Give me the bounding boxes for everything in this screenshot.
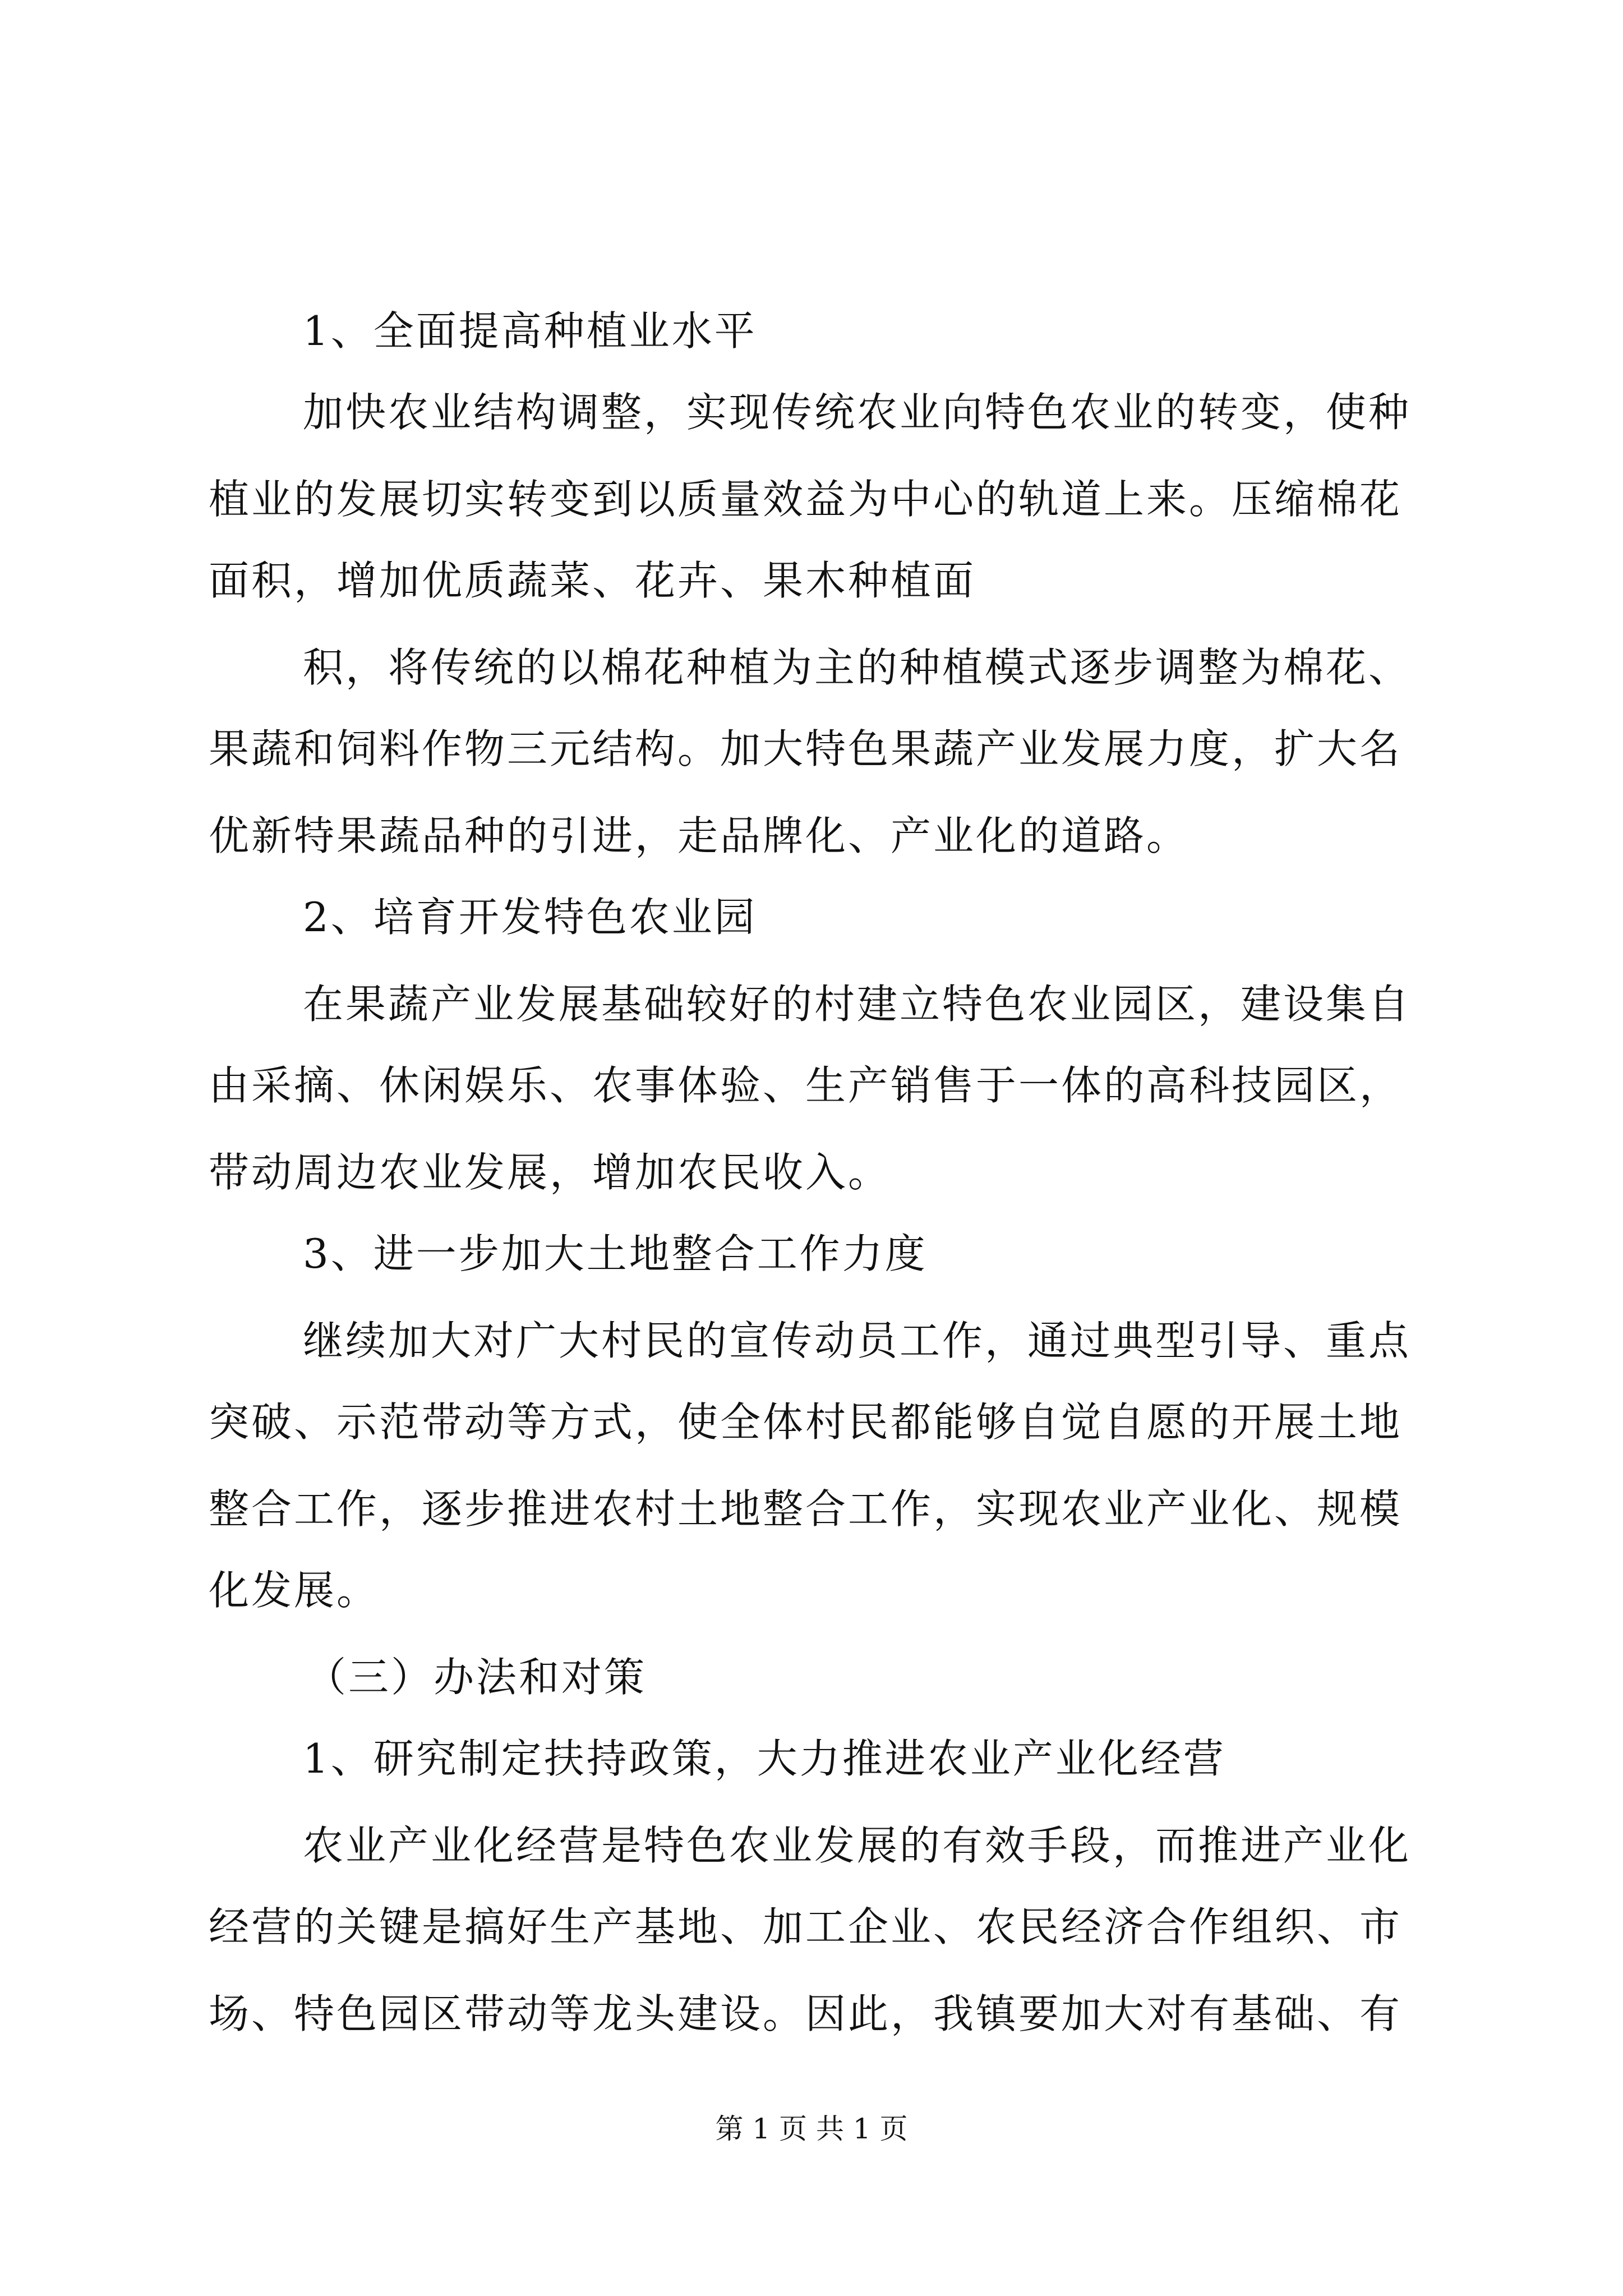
- paragraph-line: 农业产业化经营是特色农业发展的有效手段，而推进产业化: [303, 1822, 1412, 1869]
- page-footer: 第 1 页 共 1 页: [715, 2113, 908, 2145]
- paragraph-line: 优新特果蔬品种的引进，走品牌化、产业化的道路。: [209, 812, 1189, 859]
- paragraph-line: 化发展。: [209, 1567, 380, 1614]
- paragraph-line: 突破、示范带动等方式，使全体村民都能够自觉自愿的开展土地: [209, 1398, 1403, 1446]
- paragraph-line: 场、特色园区带动等龙头建设。因此，我镇要加大对有基础、有: [209, 1990, 1403, 2037]
- paragraph-line: 继续加大对广大村民的宣传动员工作，通过典型引导、重点: [303, 1317, 1412, 1364]
- paragraph-line: 加快农业结构调整，实现传统农业向特色农业的转变，使种: [303, 389, 1412, 436]
- heading-1: 1、全面提高种植业水平: [303, 307, 757, 355]
- paragraph-line: 植业的发展切实转变到以质量效益为中心的轨道上来。压缩棉花: [209, 476, 1403, 523]
- heading-1: 1、研究制定扶持政策，大力推进农业产业化经营: [303, 1735, 1226, 1782]
- heading-2: 2、培育开发特色农业园: [303, 894, 757, 941]
- paragraph-line: 在果蔬产业发展基础较好的村建立特色农业园区，建设集自: [303, 981, 1412, 1028]
- paragraph-line: 整合工作，逐步推进农村土地整合工作，实现农业产业化、规模: [209, 1485, 1403, 1533]
- paragraph-line: 带动周边农业发展，增加农民收入。: [209, 1149, 891, 1196]
- paragraph-line: 积，将传统的以棉花种植为主的种植模式逐步调整为棉花、: [303, 644, 1412, 691]
- heading-3: 3、进一步加大土地整合工作力度: [303, 1230, 928, 1277]
- paragraph-line: 果蔬和饲料作物三元结构。加大特色果蔬产业发展力度，扩大名: [209, 725, 1403, 772]
- paragraph-line: 经营的关键是搞好生产基地、加工企业、农民经济合作组织、市: [209, 1903, 1403, 1950]
- paragraph-line: 由采摘、休闲娱乐、农事体验、生产销售于一体的高科技园区，: [209, 1062, 1403, 1109]
- section-heading: （三）办法和对策: [306, 1654, 647, 1701]
- paragraph-line: 面积，增加优质蔬菜、花卉、果木种植面: [209, 557, 976, 604]
